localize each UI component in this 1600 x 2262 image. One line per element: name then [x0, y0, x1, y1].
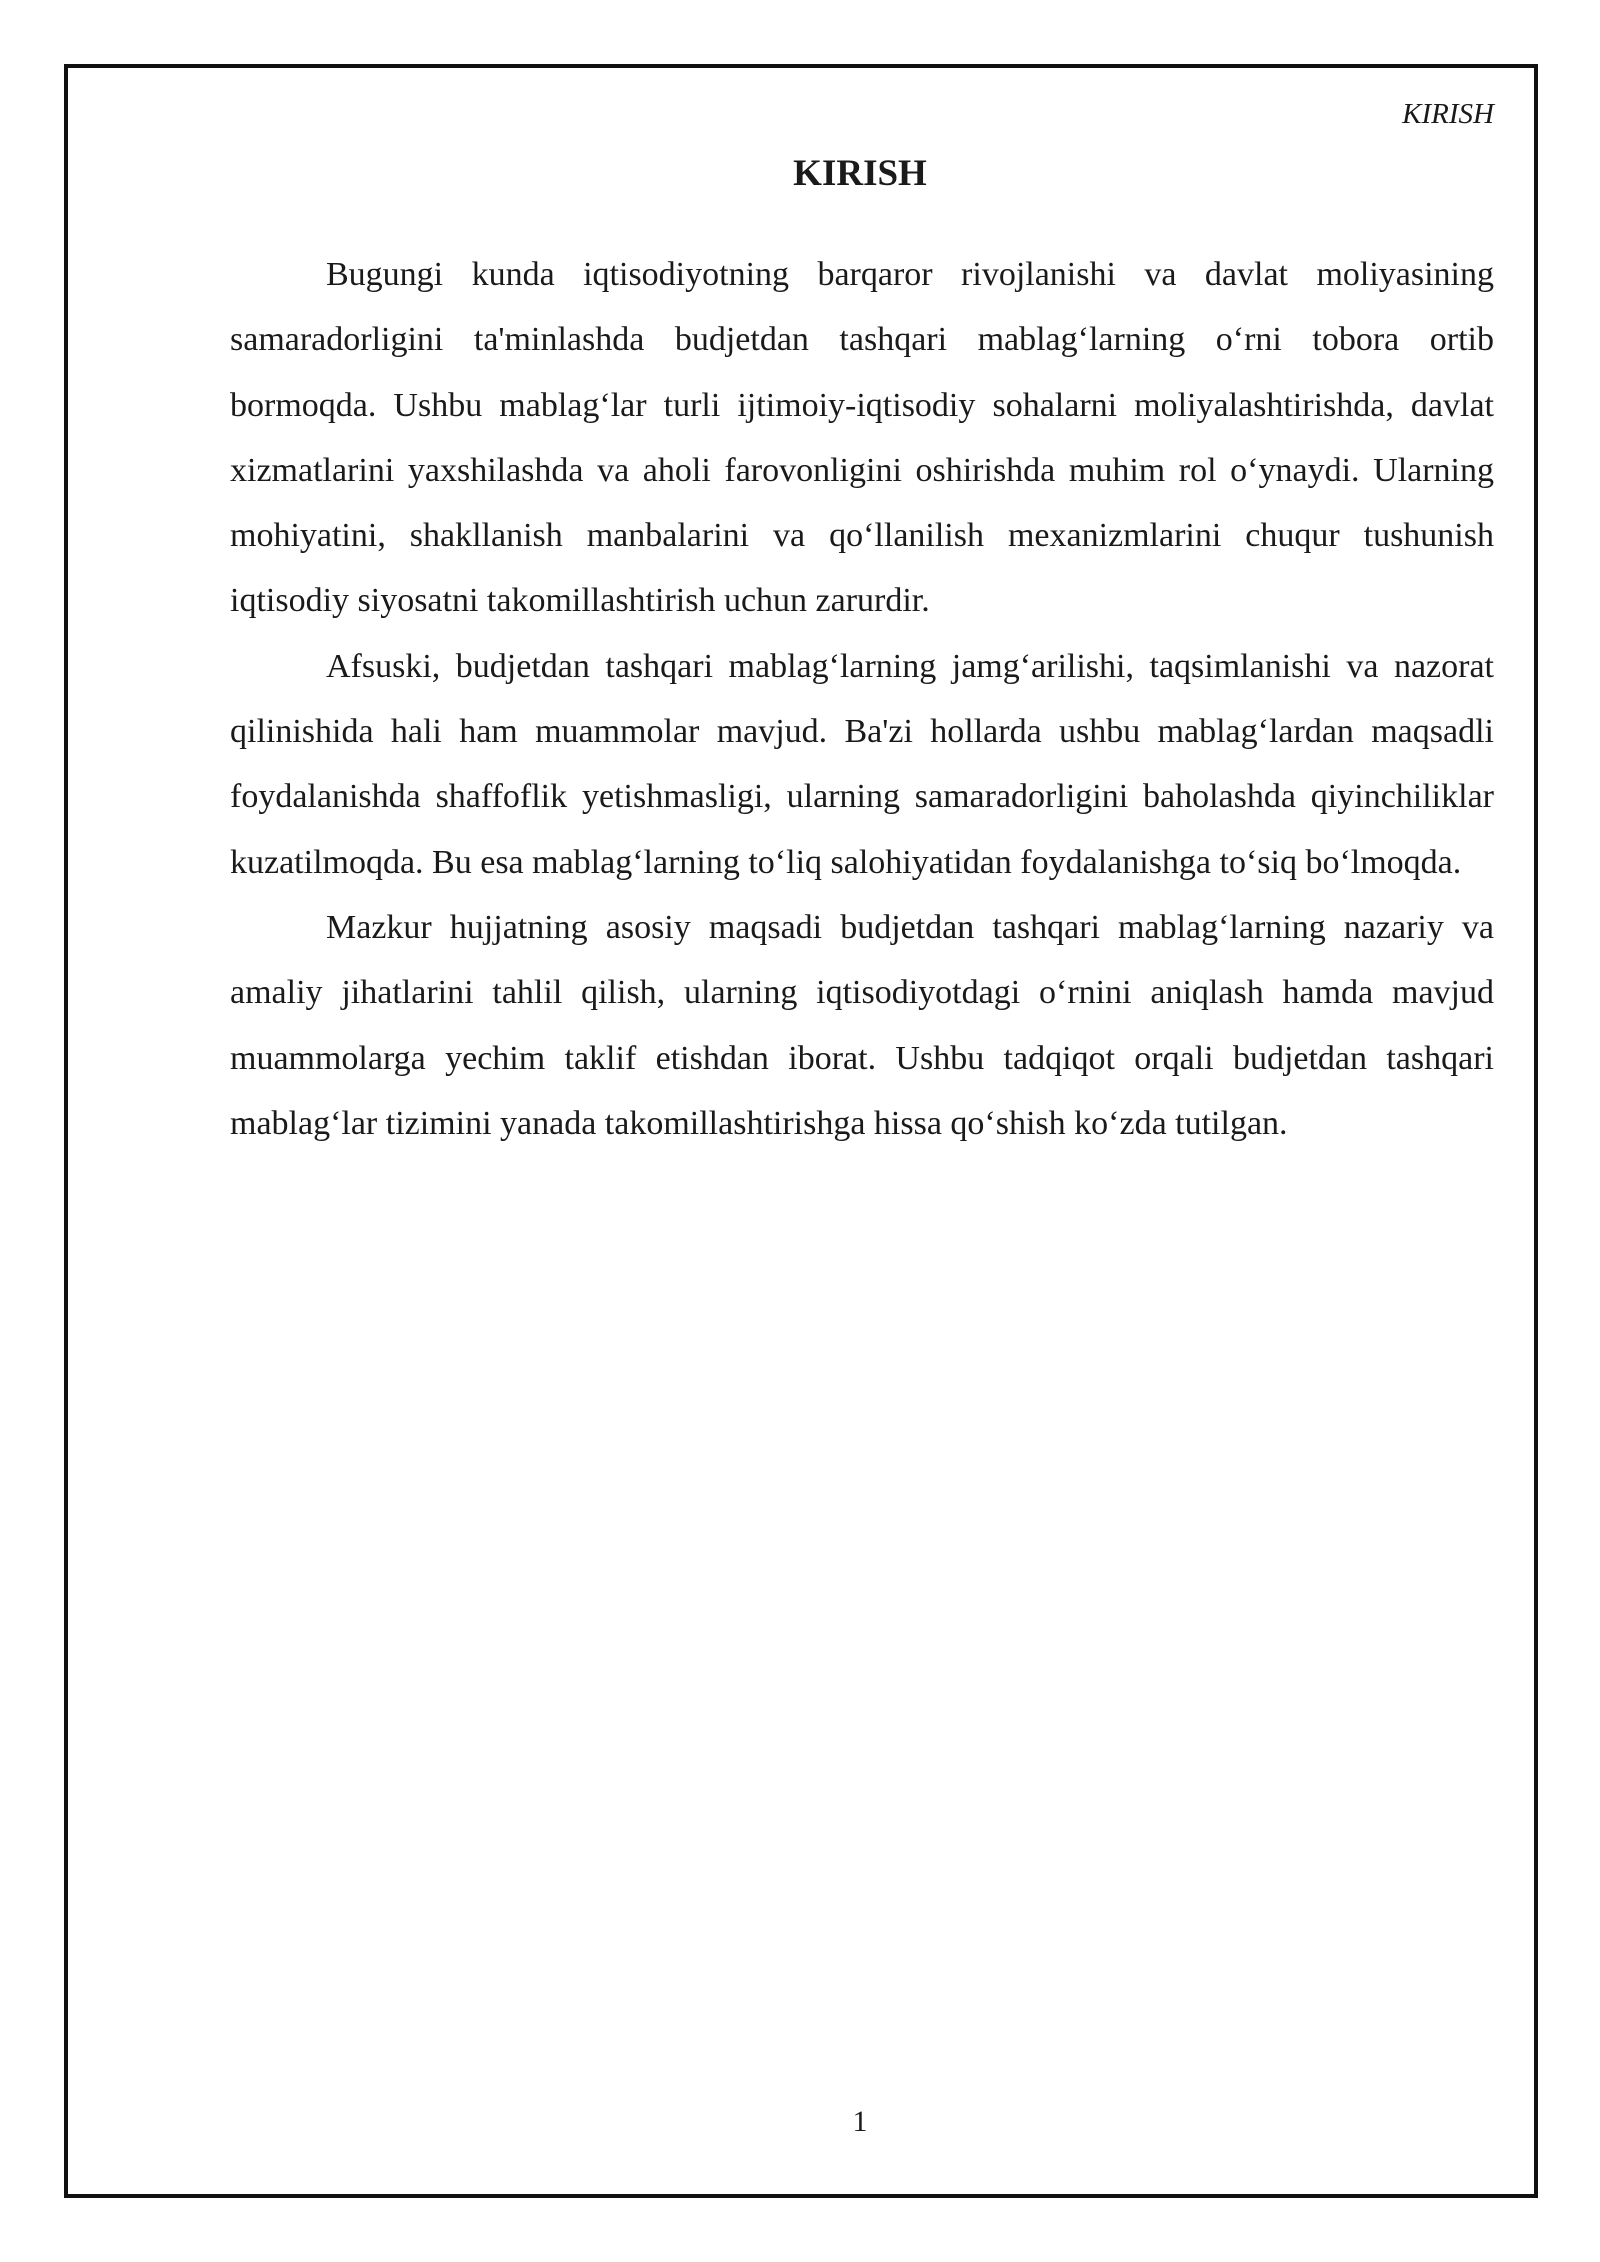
- running-header: KIRISH: [1402, 98, 1494, 130]
- body-text: [230, 242, 1494, 1156]
- page-number: 1: [852, 2105, 868, 2138]
- paragraph-3: Mazkur hujjatning asosiy maqsadi budjetdan tashqari mablag‘larning nazariy va amaliy jihatlarini tahlil qilish, ularning iqtisodiyotdagi o‘rnini aniqlash hamda mavjud muammolarga yechim taklif etishdan iborat. Ushbu tadqiqot orqali budjetdan tashqari mablag‘lar tizimini yanada takomillashtirishga hissa qo‘shish ko‘zda tutilgan.: [230, 908, 1494, 1142]
- paragraph-2: Afsuski, budjetdan tashqari mablag‘larning jamg‘arilishi, taqsimlanishi va nazorat qilinishida hali ham muammolar mavjud. Ba'zi hollarda ushbu mablag‘lardan maqsadli foydalanishda shaffoflik yetishmasligi, ularning samaradorligini baholashda qiyinchiliklar kuzatilmoqda. Bu esa mablag‘larning to‘liq salohiyatidan foydalanishga to‘siq bo‘lmoqda.: [230, 647, 1494, 881]
- page-title: KIRISH: [793, 153, 927, 194]
- paragraph-1: Bugungi kunda iqtisodiyotning barqaror rivojlanishi va davlat moliyasining samaradorligini ta'minlashda budjetdan tashqari mablag‘larning o‘rni tobora ortib bormoqda. Ushbu mablag‘lar turli ijtimoiy-iqtisodiy sohalarni moliyalashtirishda, davlat xizmatlarini yaxshilashda va aholi farovonligini oshirishda muhim rol o‘ynaydi. Ularning mohiyatini, shakllanish manbalarini va qo‘llanilish mexanizmlarini chuqur tushunish iqtisodiy siyosatni takomillashtirish uchun zarurdir.: [230, 256, 1494, 620]
